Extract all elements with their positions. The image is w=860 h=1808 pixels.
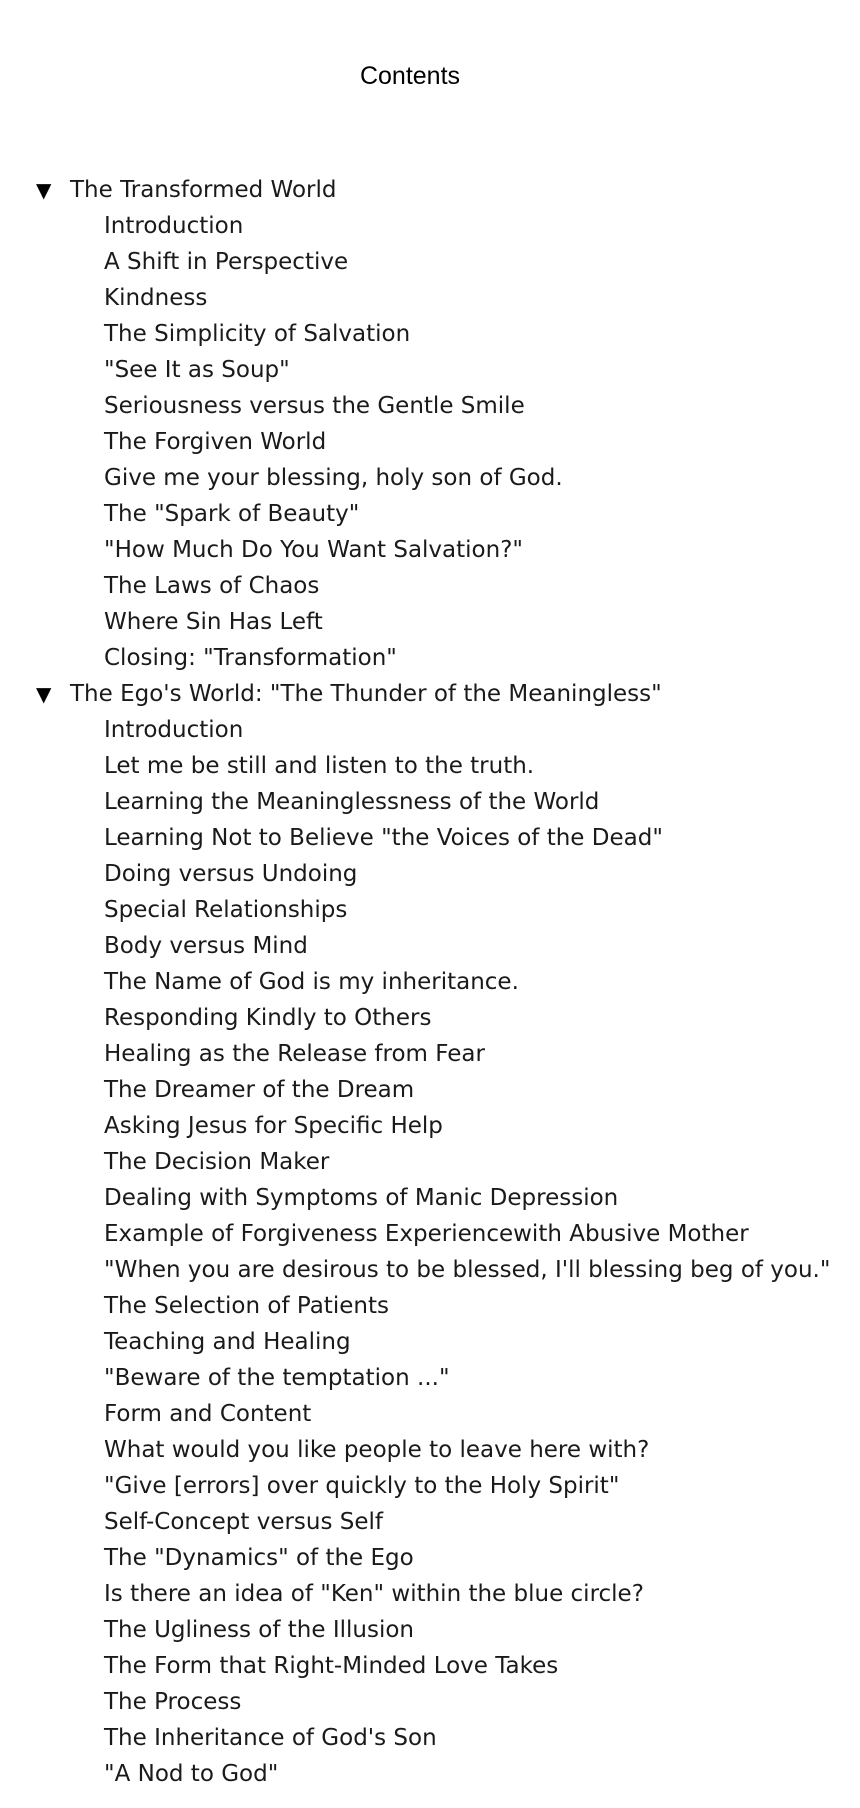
toc-item[interactable]: Give me your blessing, holy son of God. — [104, 465, 563, 491]
toc-item[interactable]: Self-Concept versus Self — [104, 1509, 384, 1535]
toc-item[interactable]: Kindness — [104, 285, 208, 311]
toc-section — [0, 172, 860, 676]
toc-section-title[interactable]: The Ego's World: "The Thunder of the Meaningless" — [70, 681, 662, 707]
toc-item[interactable]: Introduction — [104, 213, 244, 239]
toc-item[interactable]: "Give [errors] over quickly to the Holy Spirit" — [104, 1473, 620, 1499]
toc-item[interactable]: Closing: "Transformation" — [104, 645, 397, 671]
toc-section — [0, 676, 860, 1792]
toc-item-list — [0, 208, 860, 676]
toc-item[interactable]: The Laws of Chaos — [104, 573, 320, 599]
toc-item[interactable]: Doing versus Undoing — [104, 861, 358, 887]
toc-item[interactable]: The "Spark of Beauty" — [104, 501, 360, 527]
toc-item[interactable]: The Name of God is my inheritance. — [104, 969, 519, 995]
toc-item[interactable]: Asking Jesus for Specific Help — [104, 1113, 443, 1139]
toc-item[interactable]: The Forgiven World — [104, 429, 327, 455]
toc-item[interactable]: Responding Kindly to Others — [104, 1005, 432, 1031]
toc-item[interactable]: The Dreamer of the Dream — [104, 1077, 415, 1103]
toc-item[interactable]: Learning Not to Believe "the Voices of the Dead" — [104, 825, 663, 851]
toc-item[interactable]: Form and Content — [104, 1401, 312, 1427]
toc-item[interactable]: "When you are desirous to be blessed, I'll blessing beg of you." — [104, 1257, 831, 1283]
toc-item[interactable]: "See It as Soup" — [104, 357, 290, 383]
toc-section-header[interactable] — [0, 676, 860, 712]
toc-item[interactable]: The Inheritance of God's Son — [104, 1725, 437, 1751]
toc-item[interactable]: "Beware of the temptation ..." — [104, 1365, 450, 1391]
toc-item[interactable]: Is there an idea of "Ken" within the blue circle? — [104, 1581, 644, 1607]
triangle-down-icon[interactable]: ▼ — [36, 178, 52, 202]
toc-item[interactable]: Seriousness versus the Gentle Smile — [104, 393, 525, 419]
page-title: Contents — [359, 62, 461, 90]
toc-item[interactable]: The Ugliness of the Illusion — [104, 1617, 415, 1643]
toc-item[interactable]: Healing as the Release from Fear — [104, 1041, 485, 1067]
toc-item[interactable]: Body versus Mind — [104, 933, 308, 959]
toc-section-title[interactable]: The Transformed World — [70, 177, 337, 203]
toc-item[interactable]: The Process — [104, 1689, 242, 1715]
toc-item[interactable]: Introduction — [104, 717, 244, 743]
toc-item[interactable]: "A Nod to God" — [104, 1761, 279, 1787]
toc-item[interactable]: The "Dynamics" of the Ego — [104, 1545, 414, 1571]
toc-item[interactable]: A Shift in Perspective — [104, 249, 349, 275]
toc-item[interactable]: "How Much Do You Want Salvation?" — [104, 537, 523, 563]
toc-item[interactable]: Teaching and Healing — [104, 1329, 351, 1355]
toc-section-header[interactable] — [0, 172, 860, 208]
toc-item[interactable]: Learning the Meaninglessness of the World — [104, 789, 600, 815]
toc-item[interactable]: The Form that Right-Minded Love Takes — [104, 1653, 559, 1679]
toc-item[interactable]: Example of Forgiveness Experiencewith Abusive Mother — [104, 1221, 749, 1247]
toc-item[interactable]: Let me be still and listen to the truth. — [104, 753, 535, 779]
toc-item-list — [0, 712, 860, 1792]
toc-item[interactable]: The Selection of Patients — [104, 1293, 389, 1319]
toc-item[interactable]: The Simplicity of Salvation — [104, 321, 411, 347]
toc-item[interactable]: What would you like people to leave here with? — [104, 1437, 650, 1463]
triangle-down-icon[interactable]: ▼ — [36, 682, 52, 706]
table-of-contents — [0, 172, 860, 1792]
toc-item[interactable]: Dealing with Symptoms of Manic Depression — [104, 1185, 619, 1211]
toc-item[interactable]: Special Relationships — [104, 897, 348, 923]
toc-item[interactable]: The Decision Maker — [104, 1149, 330, 1175]
toc-item[interactable]: Where Sin Has Left — [104, 609, 323, 635]
